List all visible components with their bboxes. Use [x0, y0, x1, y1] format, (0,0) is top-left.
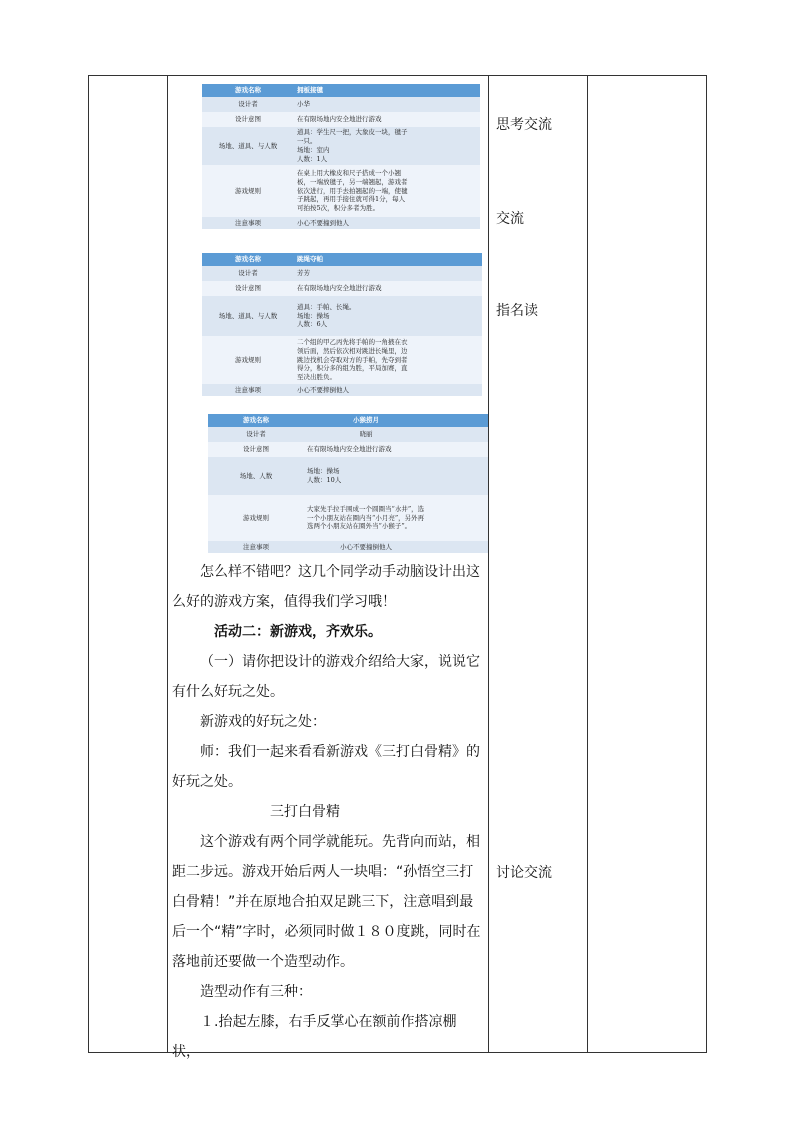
activity-heading: 活动二：新游戏，齐欢乐。 [214, 624, 382, 640]
table-row: 场地、道具、与人数 道具：学生尺一把，大象皮一块，毽子一只。 场地：室内 人数：1人 [202, 127, 480, 165]
lesson-body [172, 557, 484, 1067]
table-row: 注意事项 小心不要摔倒他人 [202, 384, 482, 396]
side-note-2: 交流 [496, 211, 524, 227]
table-row: 设计意图 在有限场地内安全地进行游戏 [202, 112, 480, 127]
table-row: 设计意图 在有限场地内安全地进行游戏 [202, 281, 482, 296]
paragraph-pose-1: １.抬起左膝，右手反掌心在额前作搭凉棚状， [172, 1014, 457, 1060]
paragraph-fun-points: 新游戏的好玩之处： [200, 714, 326, 730]
table-row: 设计意图 在有限场地内安全地进行游戏 [208, 442, 488, 457]
paragraph-praise: 怎么样不错吧？这几个同学动手动脑设计出这么好的游戏方案，值得我们学习哦！ [172, 564, 480, 610]
paragraph-teacher: 师：我们一起来看看新游戏《三打白骨精》的好玩之处。 [172, 744, 480, 790]
game-title: 三打白骨精 [270, 804, 340, 820]
table-row: 游戏名称 跳绳夺帕 [202, 253, 482, 266]
game-table-1 [202, 84, 480, 229]
table-row: 设计者 小华 [202, 97, 480, 112]
game-table-3 [208, 414, 488, 553]
table-row: 注意事项 小心不要撞到他人 [202, 217, 480, 229]
game-table-2 [202, 253, 482, 396]
table-row: 游戏规则 二个组的甲乙丙先将手帕的一角掖在衣领后面，然后依次相对跳进长绳里，边跳边找机会夺取对方的手帕，先夺到者得分，积分多的组为胜，平局加赛，直至决出胜负。 [202, 336, 482, 384]
table-row: 场地、道具、与人数 道具：手帕、长绳。 场地：操场 人数：6人 [202, 296, 482, 336]
column-divider-1 [167, 75, 168, 1053]
side-note-3: 指名读 [496, 303, 538, 319]
table-row: 设计者 晓丽 [208, 427, 488, 442]
column-divider-3 [587, 75, 588, 1053]
table-row: 设计者 芳芳 [202, 266, 482, 281]
column-divider-2 [488, 75, 489, 1053]
table-row: 游戏规则 大家先手拉手围成一个圆圈当“水井”，选一个小朋友站在圈内当“小月亮”，另外再选两个小朋友站在圈外当“小猴子”。 [208, 495, 488, 541]
table-row: 场地、人数 场地：操场 人数：10人 [208, 457, 488, 495]
side-note-4: 讨论交流 [496, 865, 552, 881]
table-row: 注意事项 小心不要撞倒他人 [208, 541, 488, 553]
table-row: 游戏名称 拥板接毽 [202, 84, 480, 97]
table-row: 游戏规则 在桌上用大橡皮和尺子搭成一个小翘板，一端放毽子，另一端翘起，游戏者依次进行，用手去拍翘起的一端，使毽子跳起，再用手接住就可得1分，每人可拍按5次，积分多者为胜。 [202, 165, 480, 217]
side-note-1: 思考交流 [496, 117, 552, 133]
paragraph-introduce: （一）请你把设计的游戏介绍给大家，说说它有什么好玩之处。 [172, 654, 480, 700]
paragraph-poses: 造型动作有三种： [200, 984, 312, 1000]
table-row: 游戏名称 小猴捞月 [208, 414, 488, 427]
paragraph-game-rules: 这个游戏有两个同学就能玩。先背向而站，相距二步远。游戏开始后两人一块唱：“孙悟空三打白骨精！”并在原地合拍双足跳三下，注意唱到最后一个“精”字时，必须同时做１８０度跳，同时在落地前还要做一个造型动作。 [172, 834, 481, 970]
